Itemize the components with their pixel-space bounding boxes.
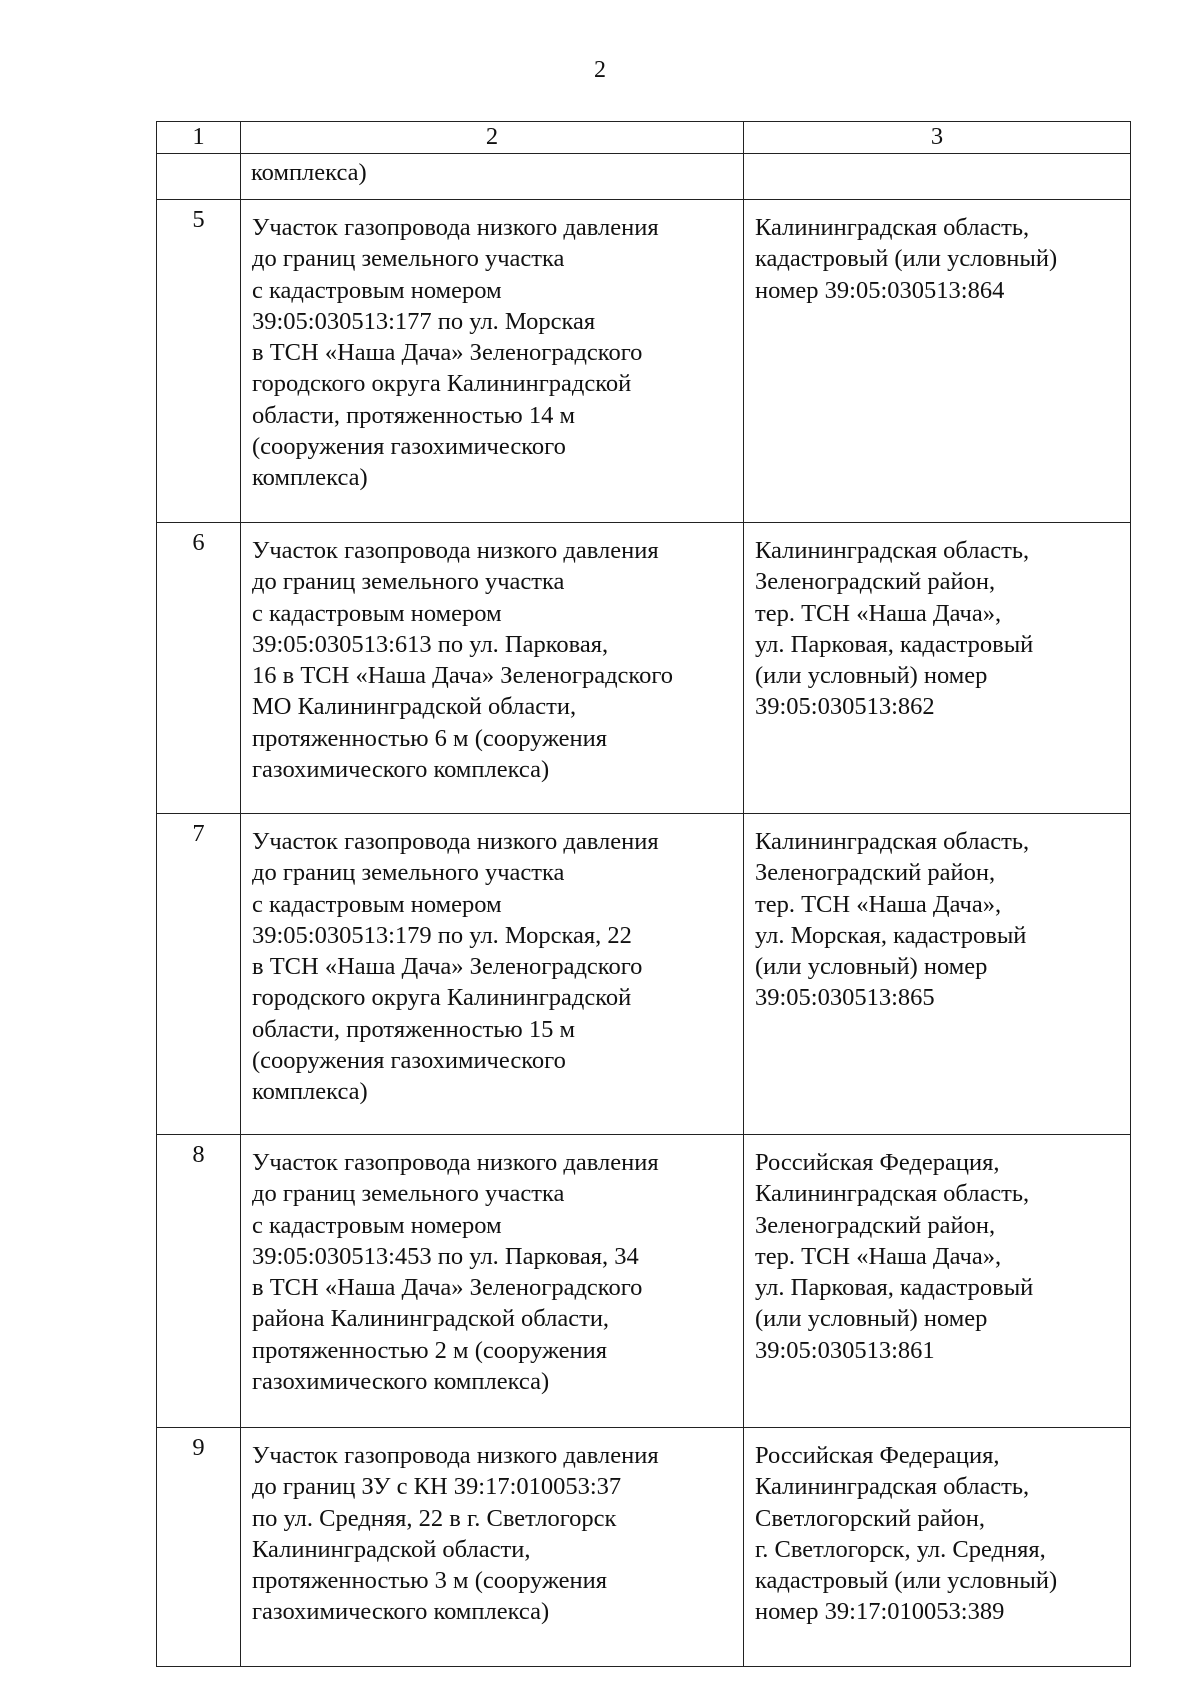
object-address: Калининградская область, Зеленоградский район, тер. ТСН «Наша Дача», ул. Парковая, кадастровый (или условный) номер 39:05:030513:862 [744,523,1131,814]
page-number: 2 [594,57,606,83]
object-address: Калининградская область, Зеленоградский район, тер. ТСН «Наша Дача», ул. Морская, кадастровый (или условный) номер 39:05:030513:865 [744,814,1131,1135]
table-row [157,1135,1131,1428]
row-number: 7 [157,814,241,1135]
object-name: Участок газопровода низкого давления до границ ЗУ с КН 39:17:010053:37 по ул. Средняя, 22 в г. Светлогорск Калининградской области, протяженностью 3 м (сооружения газохимического комплекса) [241,1428,744,1667]
object-address: Российская Федерация, Калининградская область, Зеленоградский район, тер. ТСН «Наша Дача», ул. Парковая, кадастровый (или условный) номер 39:05:030513:861 [744,1135,1131,1428]
table-row-continuation [157,154,1131,200]
column-header-3: 3 [744,122,1131,154]
column-header-1: 1 [157,122,241,154]
object-name: комплекса) [241,154,744,200]
object-name: Участок газопровода низкого давления до границ земельного участка с кадастровым номером 39:05:030513:179 по ул. Морская, 22 в ТСН «Наша Дача» Зеленоградского городского округа Калининградской области, протяженностью 15 м (сооружения газохимического комплекса) [241,814,744,1135]
column-header-2: 2 [241,122,744,154]
object-address: Российская Федерация, Калининградская область, Светлогорский район, г. Светлогорск, ул. Средняя, кадастровый (или условный) номер 39:17:010053:389 [744,1428,1131,1667]
table-header-row [157,122,1131,154]
objects-table [156,121,1131,1667]
row-number [157,154,241,200]
row-number: 9 [157,1428,241,1667]
object-name: Участок газопровода низкого давления до границ земельного участка с кадастровым номером 39:05:030513:453 по ул. Парковая, 34 в ТСН «Наша Дача» Зеленоградского района Калининградской области, протяженностью 2 м (сооружения газохимического комплекса) [241,1135,744,1428]
object-name: Участок газопровода низкого давления до границ земельного участка с кадастровым номером 39:05:030513:613 по ул. Парковая, 16 в ТСН «Наша Дача» Зеленоградского МО Калининградской области, протяженностью 6 м (сооружения газохимического комплекса) [241,523,744,814]
table-row [157,1428,1131,1667]
row-number: 8 [157,1135,241,1428]
table-row [157,523,1131,814]
table-row [157,200,1131,523]
row-number: 5 [157,200,241,523]
row-number: 6 [157,523,241,814]
table-row [157,814,1131,1135]
object-address: Калининградская область, кадастровый (или условный) номер 39:05:030513:864 [744,200,1131,523]
object-name: Участок газопровода низкого давления до границ земельного участка с кадастровым номером 39:05:030513:177 по ул. Морская в ТСН «Наша Дача» Зеленоградского городского округа Калининградской области, протяженностью 14 м (сооружения газохимического комплекса) [241,200,744,523]
object-address [744,154,1131,200]
